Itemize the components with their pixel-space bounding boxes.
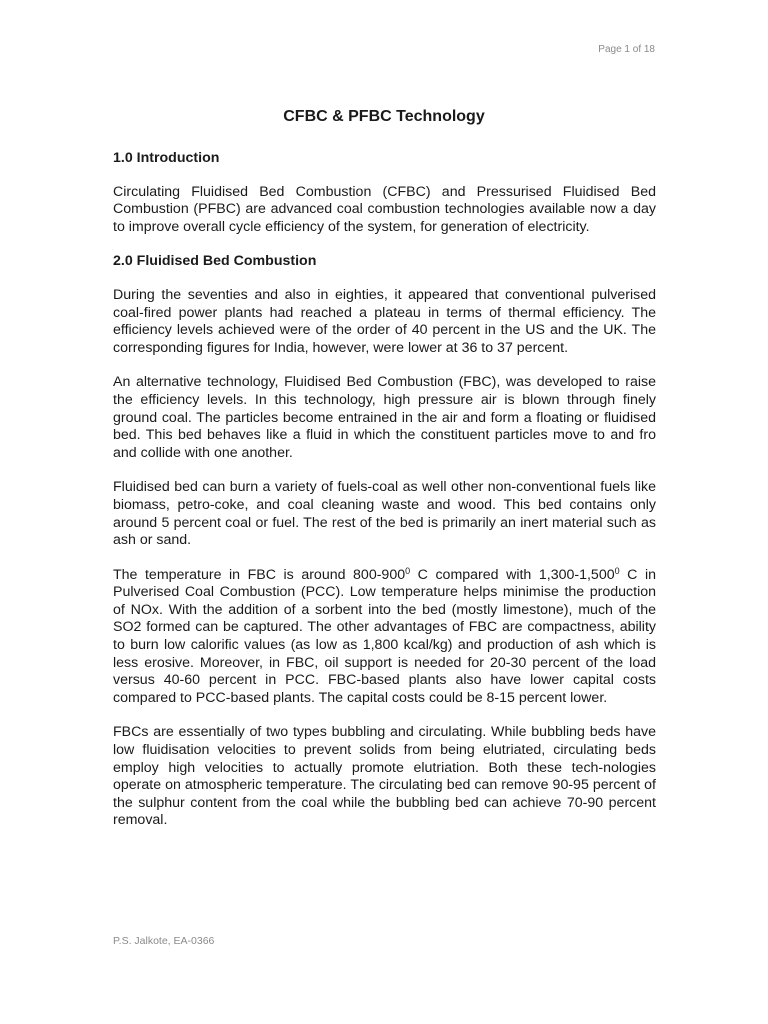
text-segment: The temperature in FBC is around 800-900 [113,566,406,583]
paragraph-introduction: Circulating Fluidised Bed Combustion (CFBC) and Pressurised Fluidised Bed Combustion (PFBC) are advanced coal combustion technologies available now a day to improve overall cycle efficiency of the system, for generation of electricity. [113,183,656,235]
superscript: 0 [614,565,620,576]
superscript: 0 [405,565,411,576]
paragraph-fbc-history: During the seventies and also in eighties, it appeared that conventional pulverised coal-fired power plants had reached a plateau in terms of thermal efficiency. The efficiency levels achieved were of the order of 40 percent in the US and the UK. The corresponding figures for India, however, were lower at 36 to 37 percent. [113,286,656,356]
footer-author: P.S. Jalkote, EA-0366 [113,935,215,947]
paragraph-fbc-types: FBCs are essentially of two types bubbling and circulating. While bubbling beds have low fluidisation velocities to prevent solids from being elutriated, circulating beds employ high velocities to actually promote elutriation. Both these tech-nologies operate on atmospheric temperature. The circulating bed can remove 90-95 percent of the sulphur content from the coal while the bubbling bed can achieve 70-90 percent removal. [113,724,656,829]
page-number: Page 1 of 18 [598,44,655,55]
paragraph-fbc-fuels: Fluidised bed can burn a variety of fuels-coal as well other non-conventional fuels like biomass, petro-coke, and coal cleaning waste and wood. This bed contains only around 5 percent coal or fuel. The rest of the bed is primarily an inert material such as ash or sand. [113,479,656,549]
paragraph-fbc-temperature [113,567,656,708]
section-heading-fluidised-bed-combustion: 2.0 Fluidised Bed Combustion [113,253,317,270]
document-body [113,150,656,847]
document-title: CFBC & PFBC Technology [283,108,485,125]
section-heading-introduction: 1.0 Introduction [113,150,220,166]
paragraph-fbc-alternative: An alternative technology, Fluidised Bed Combustion (FBC), was developed to raise the efficiency levels. In this technology, high pressure air is blown through finely ground coal. The particles become entrained in the air and form a floating or fluidised bed. This bed behaves like a fluid in which the constituent particles move to and fro and collide with one another. [113,374,656,461]
text-segment: C compared with 1,300-1,500 [410,566,615,583]
text-segment: C in Pulverised Coal Combustion (PCC). Low temperature helps minimise the production of NOx. With the addition of a sorbent into the bed (mostly limestone), much of the SO2 formed can be captured. The other advantages of FBC are compactness, ability to burn low calorific values (as low as 1,800 kcal/kg) and production of ash which is less erosive. Moreover, in FBC, oil support is needed for 20-30 percent of the load versus 40-60 percent in PCC. FBC-based plants also have lower capital costs compared to PCC-based plants. The capital costs could be 8-15 percent lower. [113,566,656,706]
